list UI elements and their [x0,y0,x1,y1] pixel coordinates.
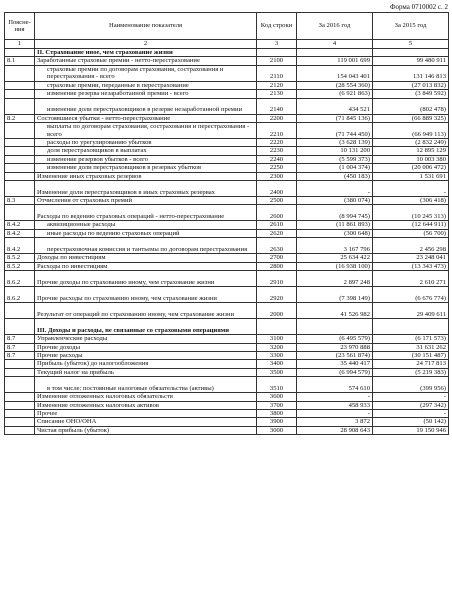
row-value-2015: (56 700) [373,229,449,237]
row-note-ref: 8.6.2 [5,271,35,287]
table-row [5,81,449,89]
row-indicator-name: изменение резервов убытков - всего [35,155,257,163]
row-indicator-name: Прочие доходы [35,343,257,351]
header-indicator-name: Наименование показателя [35,13,257,40]
row-note-ref: 8.4.2 [5,221,35,229]
row-line-code: 2400 [257,181,297,197]
row-value-2016: (7 398 149) [297,287,373,303]
row-value-2015: - [373,181,449,197]
row-line-code: 3510 [257,377,297,393]
row-line-code: 3600 [257,393,297,401]
row-value-2016: (6 994 579) [297,368,373,376]
column-index: 1 [5,40,35,49]
row-value-2016: (23 561 874) [297,351,373,359]
table-header-row [5,13,449,40]
row-value-2016: 28 908 643 [297,426,373,434]
row-value-2015: (12 644 911) [373,221,449,229]
row-note-ref [5,368,35,376]
row-value-2015: - [373,393,449,401]
row-note-ref: 8.7 [5,351,35,359]
row-value-2015: (6 676 774) [373,287,449,303]
row-value-2015: (27 013 832) [373,81,449,89]
row-indicator-name: Изменение доли перестраховщиков в иных страховых резервах [35,181,257,197]
row-indicator-name: расходы по урегулированию убытков [35,139,257,147]
financial-results-table [4,12,449,435]
table-row [5,401,449,409]
row-indicator-name: Изменение отложенных налоговых обязательств [35,393,257,401]
row-note-ref: 8.3 [5,197,35,205]
row-note-ref: 8.2 [5,114,35,122]
row-value-2016: 119 001 699 [297,57,373,65]
table-row [5,238,449,254]
row-line-code: 2130 [257,90,297,98]
row-line-code: 2630 [257,238,297,254]
row-value-2015: (66 949 113) [373,123,449,139]
row-value-2015: 2 610 271 [373,271,449,287]
column-index: 5 [373,40,449,49]
row-value-2016: (3 628 139) [297,139,373,147]
row-value-2015: (20 006 472) [373,164,449,172]
row-note-ref [5,401,35,409]
row-note-ref [5,164,35,172]
row-indicator-name: Управленческие расходы [35,335,257,343]
row-value-2016: (6 495 579) [297,335,373,343]
section-heading-row [5,319,449,335]
row-note-ref [5,90,35,98]
row-value-2016 [297,319,373,335]
column-index: 2 [35,40,257,49]
row-line-code: 3100 [257,335,297,343]
row-line-code: 2620 [257,229,297,237]
header-notes: Поясне-ния [5,13,35,40]
row-indicator-name: страховые премии, переданные в перестрахование [35,81,257,89]
row-note-ref: 8.5.2 [5,254,35,262]
row-note-ref [5,205,35,221]
row-value-2015 [373,49,449,57]
row-value-2016: 25 634 422 [297,254,373,262]
row-value-2016: (11 861 893) [297,221,373,229]
row-note-ref [5,65,35,81]
row-value-2016: 434 521 [297,98,373,114]
row-indicator-name: выплаты по договорам страхования, сострахования и перестрахования - всего [35,123,257,139]
row-line-code: 3000 [257,426,297,434]
row-indicator-name: II. Страхование иное, чем страхование жизни [35,49,257,57]
row-note-ref: 8.4.2 [5,238,35,254]
row-note-ref [5,426,35,434]
form-number-label: Форма 0710002 с. 2 [389,3,448,11]
row-note-ref [5,393,35,401]
row-indicator-name: Изменение иных страховых резервов [35,172,257,180]
row-line-code: 2610 [257,221,297,229]
table-row [5,197,449,205]
row-line-code: 2120 [257,81,297,89]
row-value-2016: 10 131 200 [297,147,373,155]
row-note-ref [5,139,35,147]
row-line-code: 3500 [257,368,297,376]
row-note-ref [5,49,35,57]
table-row [5,221,449,229]
row-line-code [257,49,297,57]
row-indicator-name: Расходы по ведению страховых операций - нетто-перестрахование [35,205,257,221]
table-row [5,65,449,81]
row-indicator-name: доля перестраховщиков в выплатах [35,147,257,155]
row-value-2015: (66 889 325) [373,114,449,122]
table-row [5,205,449,221]
row-value-2016: 41 526 982 [297,303,373,319]
row-value-2015: (6 171 573) [373,335,449,343]
row-value-2016: (16 938 100) [297,262,373,270]
row-value-2015: (2 832 249) [373,139,449,147]
table-row [5,155,449,163]
row-note-ref: 8.5.2 [5,262,35,270]
row-line-code: 2800 [257,262,297,270]
row-value-2015: - [373,409,449,417]
row-indicator-name: Прочее [35,409,257,417]
row-value-2016: 574 610 [297,377,373,393]
row-note-ref: 8.1 [5,57,35,65]
row-line-code: 2250 [257,164,297,172]
row-line-code: 3800 [257,409,297,417]
row-value-2015: (297 342) [373,401,449,409]
row-value-2015: 131 146 813 [373,65,449,81]
row-line-code [257,319,297,335]
row-line-code: 2210 [257,123,297,139]
row-indicator-name: Результат от операций по страхованию иному, чем страхование жизни [35,303,257,319]
table-row [5,351,449,359]
row-note-ref [5,418,35,426]
row-indicator-name: Прочие доходы по страхованию иному, чем страхование жизни [35,271,257,287]
row-value-2015: 2 456 298 [373,238,449,254]
row-value-2015: (306 418) [373,197,449,205]
table-row [5,164,449,172]
row-indicator-name: Отчисления от страховых премий [35,197,257,205]
table-row [5,114,449,122]
row-indicator-name: изменение доли перестраховщиков в резервах убытков [35,164,257,172]
table-row [5,360,449,368]
row-value-2015: (13 343 473) [373,262,449,270]
row-value-2016: 23 970 888 [297,343,373,351]
row-value-2015: 24 717 813 [373,360,449,368]
row-indicator-name: Доходы по инвестициям [35,254,257,262]
row-line-code: 2300 [257,172,297,180]
row-indicator-name: Заработанные страховые премии - нетто-перестрахование [35,57,257,65]
table-row [5,426,449,434]
table-row [5,254,449,262]
row-indicator-name: Текущий налог на прибыль [35,368,257,376]
row-line-code: 3200 [257,343,297,351]
row-note-ref [5,303,35,319]
row-value-2015: (10 245 313) [373,205,449,221]
row-value-2016: - [297,409,373,417]
row-value-2016: (1 004 374) [297,164,373,172]
table-row [5,147,449,155]
row-value-2016: (8 994 745) [297,205,373,221]
row-value-2015: (30 151 487) [373,351,449,359]
row-value-2016: 35 440 417 [297,360,373,368]
row-line-code: 2700 [257,254,297,262]
row-indicator-name: аквизиционные расходы [35,221,257,229]
table-row [5,139,449,147]
row-line-code: 2140 [257,98,297,114]
row-line-code: 2910 [257,271,297,287]
table-row [5,123,449,139]
row-indicator-name: Чистая прибыль (убыток) [35,426,257,434]
row-indicator-name: в том числе: постоянные налоговые обязательства (активы) [35,377,257,393]
row-value-2016: (71 845 136) [297,114,373,122]
row-value-2016: (450 183) [297,172,373,180]
row-line-code: 2200 [257,114,297,122]
row-value-2015: 31 631 262 [373,343,449,351]
row-note-ref [5,377,35,393]
row-value-2016: 3 167 796 [297,238,373,254]
row-value-2016: - [297,393,373,401]
row-line-code: 3900 [257,418,297,426]
header-line-code: Код строки [257,13,297,40]
row-note-ref [5,81,35,89]
row-line-code: 2240 [257,155,297,163]
row-line-code: 2110 [257,65,297,81]
row-value-2016: (6 921 863) [297,90,373,98]
row-value-2015: (802 478) [373,98,449,114]
row-indicator-name: Списание ОНО/ОНА [35,418,257,426]
row-note-ref [5,123,35,139]
column-index: 3 [257,40,297,49]
table-row [5,409,449,417]
row-note-ref: 8.4.2 [5,229,35,237]
row-value-2016: (5 599 373) [297,155,373,163]
table-row [5,57,449,65]
table-row [5,368,449,376]
row-note-ref: 8.6.2 [5,287,35,303]
column-index-row [5,40,449,49]
row-value-2016: 2 897 248 [297,271,373,287]
section-heading-row [5,49,449,57]
row-indicator-name: Состоявшиеся убытки - нетто-перестрахование [35,114,257,122]
row-note-ref [5,409,35,417]
row-line-code: 3400 [257,360,297,368]
row-value-2016: - [297,181,373,197]
table-row [5,418,449,426]
row-line-code: 3700 [257,401,297,409]
row-value-2015: 1 531 691 [373,172,449,180]
row-line-code: 2230 [257,147,297,155]
row-value-2016 [297,49,373,57]
row-line-code: 3300 [257,351,297,359]
row-value-2015: 10 003 380 [373,155,449,163]
row-value-2016: 3 872 [297,418,373,426]
table-row [5,271,449,287]
row-indicator-name: перестраховочная комиссия и тантьемы по договорам перестрахования [35,238,257,254]
table-row [5,172,449,180]
row-indicator-name: изменение доли перестраховщиков в резерве незаработанной премии [35,98,257,114]
row-note-ref [5,98,35,114]
row-note-ref: 8.7 [5,343,35,351]
row-value-2015 [373,319,449,335]
table-row [5,377,449,393]
row-indicator-name: иные расходы по ведению страховых операций [35,229,257,237]
row-value-2016: (71 744 450) [297,123,373,139]
table-row [5,335,449,343]
table-row [5,90,449,98]
row-line-code: 2920 [257,287,297,303]
table-row [5,393,449,401]
row-line-code: 2600 [257,205,297,221]
row-indicator-name: изменение резерва незаработанной премии - всего [35,90,257,98]
row-value-2015: (399 956) [373,377,449,393]
row-indicator-name: Изменение отложенных налоговых активов [35,401,257,409]
row-value-2016: 458 933 [297,401,373,409]
row-value-2016: (380 074) [297,197,373,205]
table-row [5,303,449,319]
row-indicator-name: Прочие расходы [35,351,257,359]
row-value-2015: 29 409 611 [373,303,449,319]
header-year-2016: За 2016 год [297,13,373,40]
row-value-2015: (50 142) [373,418,449,426]
row-note-ref [5,319,35,335]
row-note-ref [5,147,35,155]
row-value-2015: (5 219 383) [373,368,449,376]
table-row [5,98,449,114]
row-value-2016: (300 648) [297,229,373,237]
table-row [5,343,449,351]
header-year-2015: За 2015 год [373,13,449,40]
row-line-code: 2000 [257,303,297,319]
table-row [5,262,449,270]
table-row [5,229,449,237]
row-note-ref [5,155,35,163]
row-note-ref: 8.7 [5,335,35,343]
column-index: 4 [297,40,373,49]
row-value-2015: 19 150 946 [373,426,449,434]
row-value-2015: 23 248 041 [373,254,449,262]
table-row [5,287,449,303]
row-indicator-name: страховые премии по договорам страхования, сострахования и перестрахования - всего [35,65,257,81]
row-indicator-name: Расходы по инвестициям [35,262,257,270]
table-row [5,181,449,197]
row-indicator-name: III. Доходы и расходы, не связанные со страховыми операциями [35,319,257,335]
row-note-ref [5,181,35,197]
row-note-ref [5,172,35,180]
row-note-ref [5,360,35,368]
row-line-code: 2100 [257,57,297,65]
row-value-2015: (3 849 592) [373,90,449,98]
row-value-2015: 12 895 129 [373,147,449,155]
row-line-code: 2220 [257,139,297,147]
row-indicator-name: Прибыль (убыток) до налогообложения [35,360,257,368]
row-value-2015: 99 480 911 [373,57,449,65]
table-body [5,49,449,435]
row-value-2016: (28 554 360) [297,81,373,89]
row-value-2016: 154 043 401 [297,65,373,81]
row-line-code: 2500 [257,197,297,205]
row-indicator-name: Прочие расходы по страхованию иному, чем страхование жизни [35,287,257,303]
